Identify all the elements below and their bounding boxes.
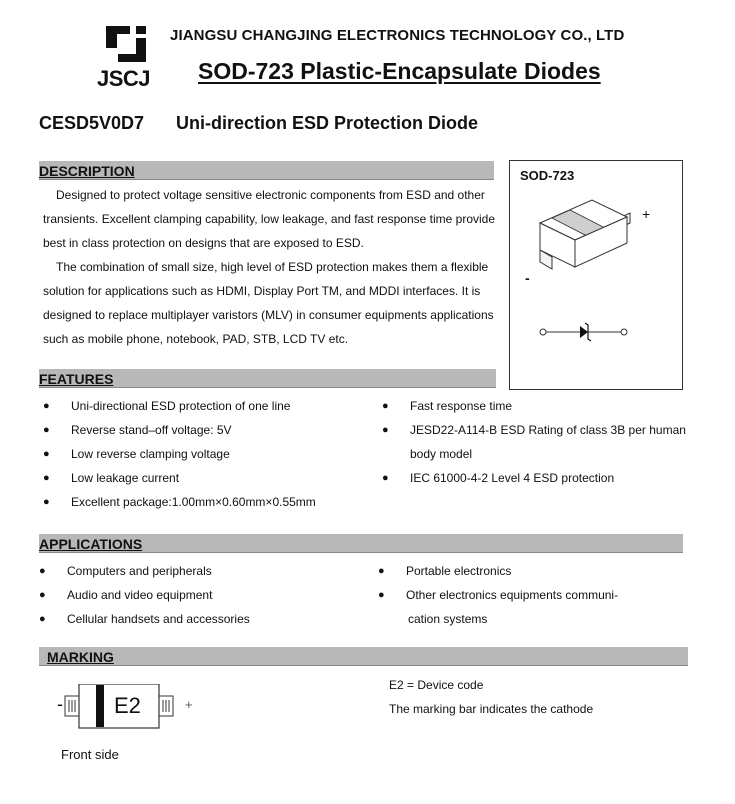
application-item: Portable electronics <box>406 564 512 578</box>
package-label: SOD-723 <box>520 168 575 183</box>
marking-minus: - <box>57 694 63 714</box>
description-line: best in class protection on designs that are exposed to ESD. <box>43 236 364 250</box>
bullet-icon: ● <box>43 400 50 412</box>
description-heading: DESCRIPTION <box>39 163 135 179</box>
bullet-icon: ● <box>378 589 385 601</box>
company-name: JIANGSU CHANGJING ELECTRONICS TECHNOLOGY CO., LTD <box>170 27 625 44</box>
feature-item: Low reverse clamping voltage <box>71 447 230 461</box>
application-item: Cellular handsets and accessories <box>67 612 250 626</box>
bullet-icon: ● <box>378 565 385 577</box>
logo-text: JSCJ <box>97 66 151 91</box>
bullet-icon: ● <box>39 589 46 601</box>
bullet-icon: ● <box>382 400 389 412</box>
bullet-icon: ● <box>39 565 46 577</box>
description-line: transients. Excellent clamping capability, low leakage, and fast response time provide <box>43 212 496 226</box>
package-drawing <box>530 195 650 285</box>
document-title: SOD-723 Plastic-Encapsulate Diodes <box>198 58 601 84</box>
marking-code: E2 <box>114 693 141 718</box>
diode-symbol <box>538 321 630 348</box>
logo-mark-icon <box>96 24 158 68</box>
marking-heading: MARKING <box>47 649 114 665</box>
feature-item: Fast response time <box>410 399 513 413</box>
marking-plus: + <box>185 697 193 712</box>
bullet-icon: ● <box>43 496 50 508</box>
part-description: Uni-direction ESD Protection Diode <box>176 113 479 133</box>
bullet-icon: ● <box>382 424 389 436</box>
feature-item: Uni-directional ESD protection of one line <box>71 399 291 413</box>
front-side-caption: Front side <box>61 747 119 762</box>
application-item: Other electronics equipments communi- <box>406 588 619 602</box>
marking-note-cathode: The marking bar indicates the cathode <box>389 702 594 716</box>
marking-heading-bar <box>39 647 688 666</box>
feature-item: Reverse stand–off voltage: 5V <box>71 423 232 437</box>
feature-item: JESD22-A114-B ESD Rating of class 3B per human <box>410 423 686 437</box>
description-line: Designed to protect voltage sensitive electronic components from ESD and other <box>56 188 485 202</box>
sod723-package-icon <box>530 195 650 285</box>
application-item: Computers and peripherals <box>67 564 212 578</box>
features-heading-bar <box>39 369 496 388</box>
part-number: CESD5V0D7 <box>39 113 145 133</box>
application-item: Audio and video equipment <box>67 588 213 602</box>
tvs-diode-icon <box>538 321 630 343</box>
applications-heading: APPLICATIONS <box>39 536 143 552</box>
package-plus: + <box>642 206 651 222</box>
bullet-icon: ● <box>43 448 50 460</box>
feature-item: IEC 61000-4-2 Level 4 ESD protection <box>410 471 615 485</box>
application-item-continued: cation systems <box>408 612 488 626</box>
bullet-icon: ● <box>382 472 389 484</box>
feature-item: Low leakage current <box>71 471 180 485</box>
features-heading: FEATURES <box>39 371 114 387</box>
description-heading-bar <box>39 161 494 180</box>
feature-item: Excellent package:1.00mm×0.60mm×0.55mm <box>71 495 316 509</box>
package-minus: - <box>525 270 530 286</box>
bullet-icon: ● <box>43 472 50 484</box>
description-line: designed to replace multiplayer varistors (MLV) in consumer equipments applications <box>43 308 494 322</box>
description-line: solution for applications such as HDMI, Display Port TM, and MDDI interfaces. It is <box>43 284 481 298</box>
description-line: such as mobile phone, notebook, PAD, STB, LCD TV etc. <box>43 332 349 346</box>
applications-heading-bar <box>39 534 683 553</box>
marking-note-device-code: E2 = Device code <box>389 678 484 692</box>
bullet-icon: ● <box>43 424 50 436</box>
bullet-icon: ● <box>39 613 46 625</box>
feature-item-continued: body model <box>410 447 473 461</box>
description-line: The combination of small size, high level of ESD protection makes them a flexible <box>56 260 489 274</box>
